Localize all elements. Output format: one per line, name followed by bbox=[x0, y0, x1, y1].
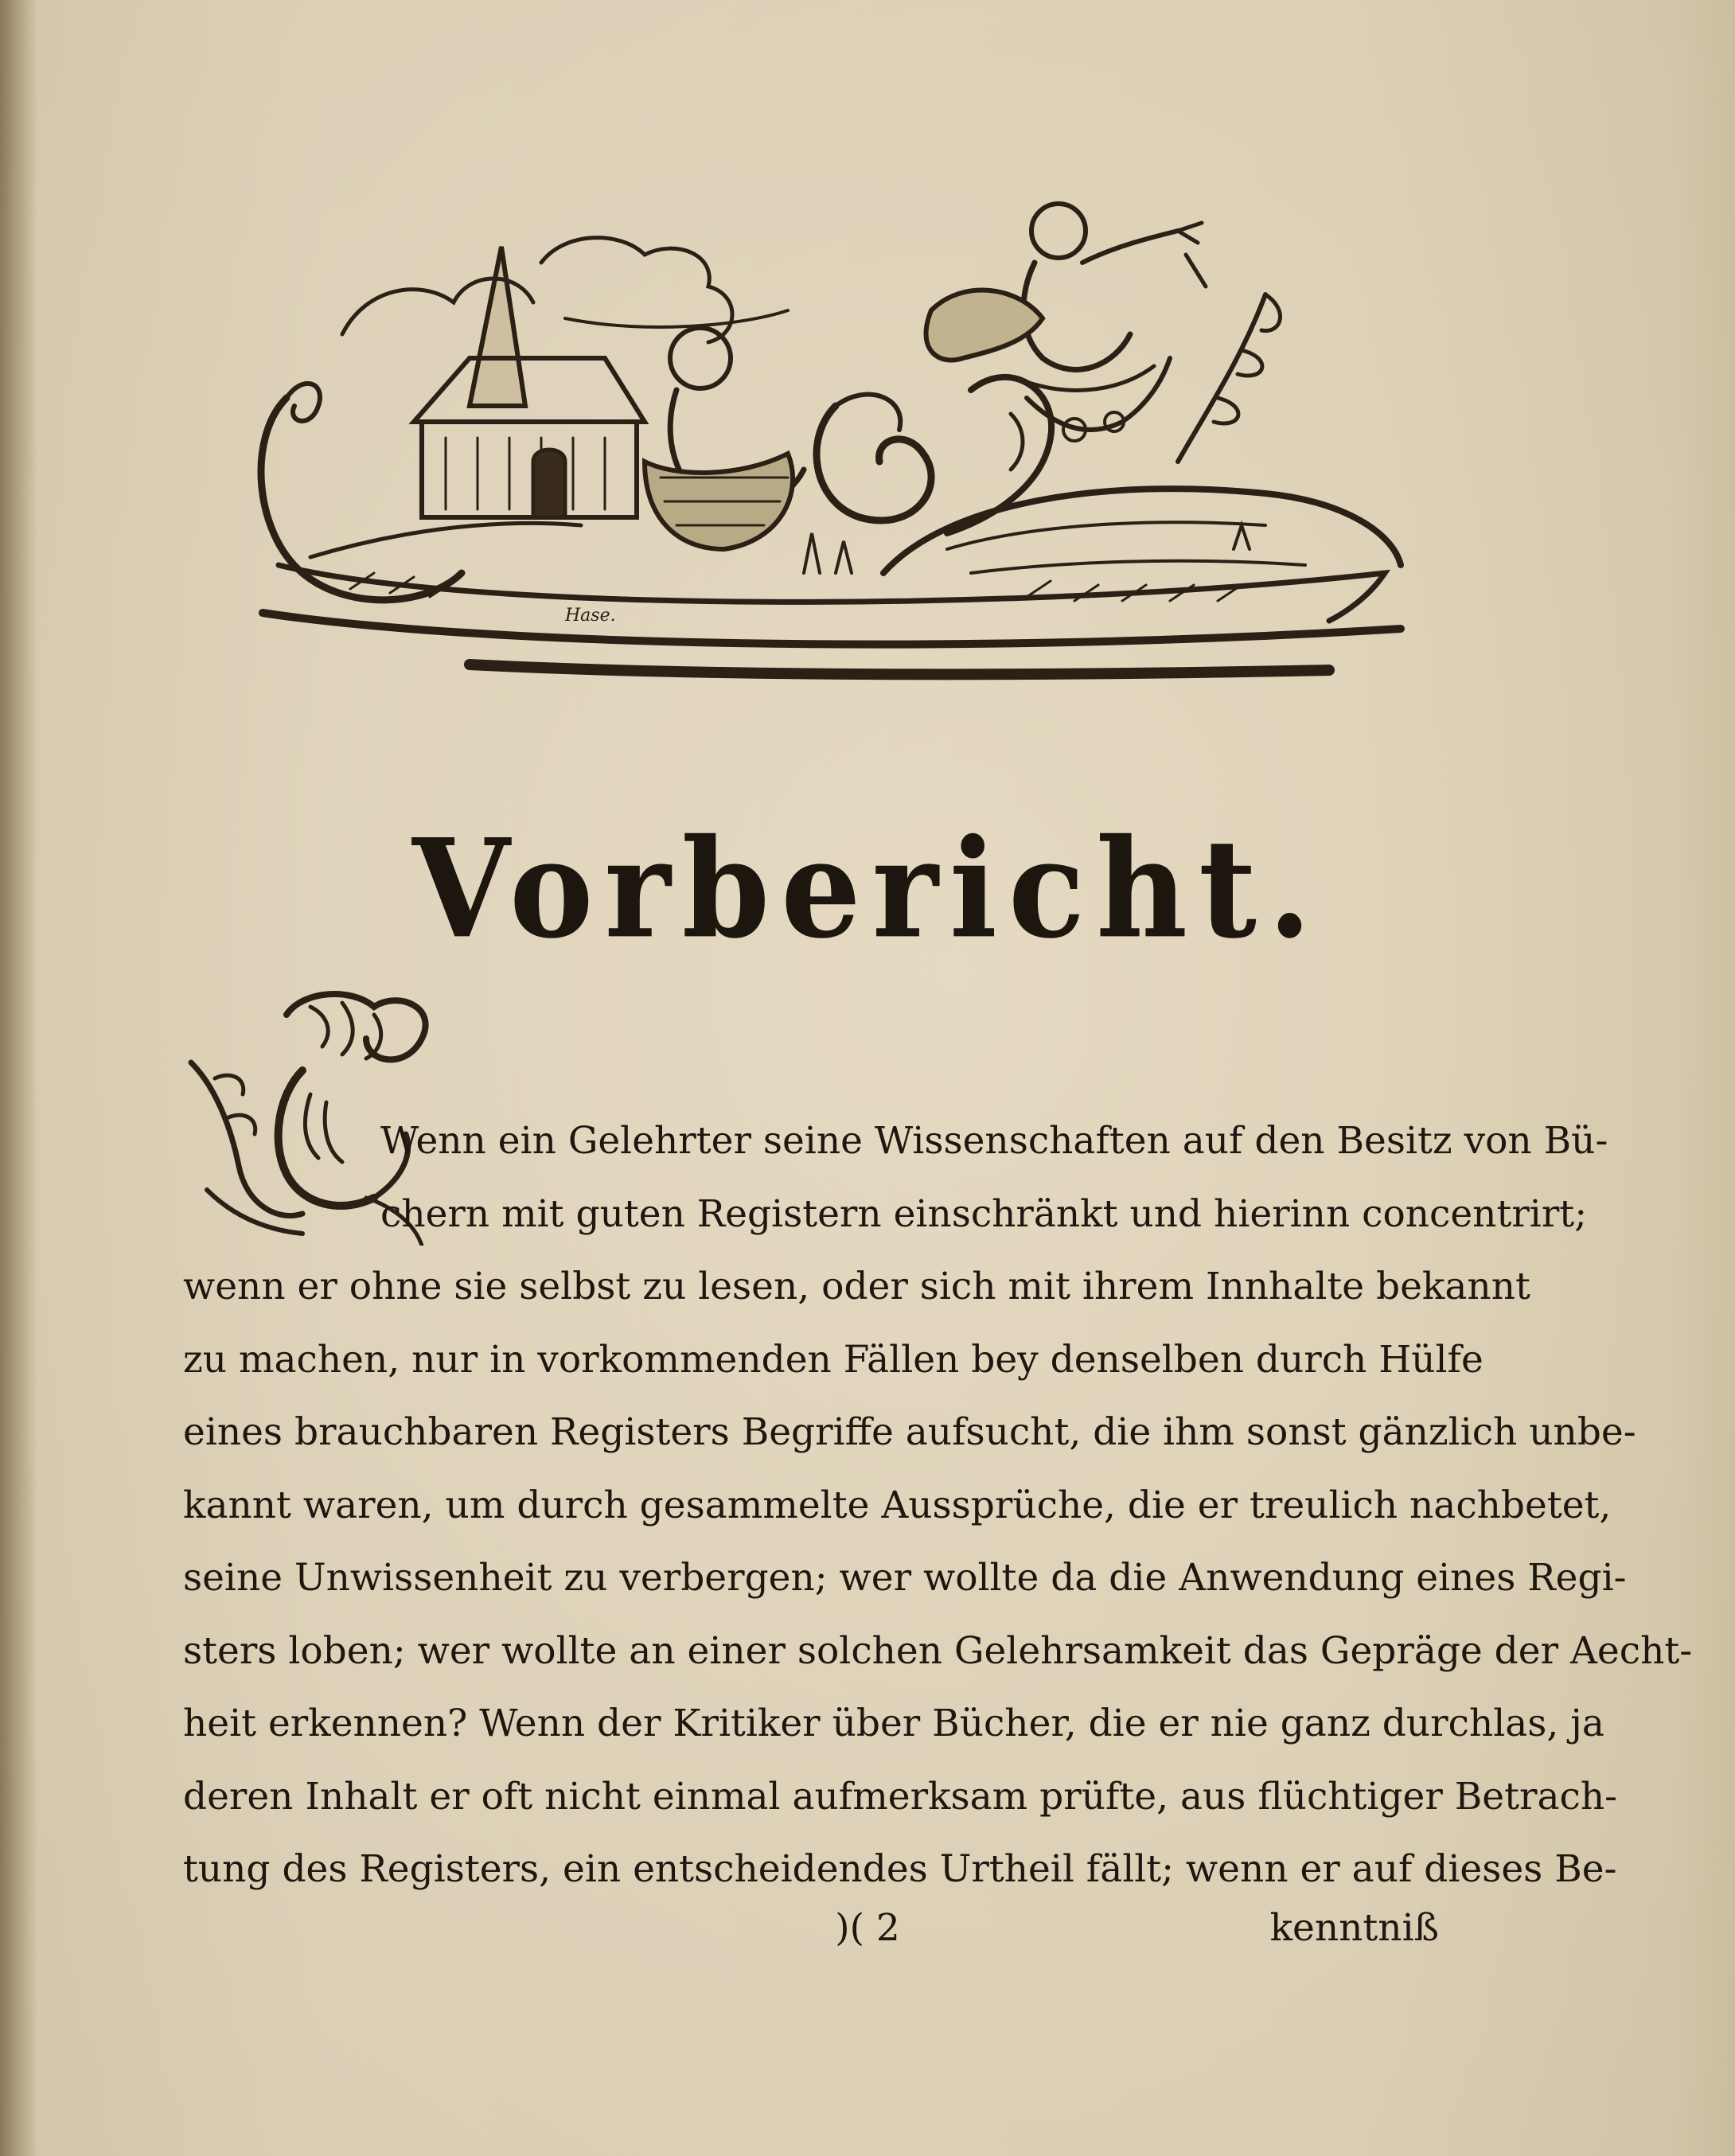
body-text bbox=[183, 1105, 1693, 1906]
text-line: zu machen, nur in vorkommenden Fällen bey denselben durch Hülfe bbox=[183, 1337, 1484, 1382]
catchword: kenntniß bbox=[1269, 1906, 1439, 1950]
gutter-shadow bbox=[0, 0, 37, 2156]
text-line: eines brauchbaren Registers Begriffe aufsucht, die ihm sonst gänzlich unbe- bbox=[183, 1410, 1636, 1454]
text-line: deren Inhalt er oft nicht einmal aufmerksam prüfte, aus flüchtiger Betrach- bbox=[183, 1774, 1617, 1819]
page-footer bbox=[183, 1906, 1448, 1970]
page-title: Vorbericht. bbox=[411, 809, 1324, 969]
signature-mark: )( 2 bbox=[835, 1906, 900, 1950]
text-line: heit erkennen? Wenn der Kritiker über Bücher, die er nie ganz durchlas, ja bbox=[183, 1702, 1604, 1745]
text-line: Wenn ein Gelehrter seine Wissenschaften auf den Besitz von Bü- bbox=[380, 1119, 1608, 1163]
text-line: kannt waren, um durch gesammelte Aussprüche, die er treulich nachbetet, bbox=[183, 1483, 1612, 1527]
woodcut-vignette bbox=[231, 199, 1417, 700]
text-line: seine Unwissenheit zu verbergen; wer wollte da die Anwendung eines Regi- bbox=[183, 1556, 1627, 1600]
text-line: tung des Registers, ein entscheidendes Urtheil fällt; wenn er auf dieses Be- bbox=[183, 1847, 1617, 1891]
text-line: wenn er ohne sie selbst zu lesen, oder sich mit ihrem Innhalte bekannt bbox=[183, 1265, 1530, 1308]
text-line: chern mit guten Registern einschränkt und hierinn concentrirt; bbox=[380, 1191, 1588, 1236]
text-line: sters loben; wer wollte an einer solchen Gelehrsamkeit das Gepräge der Aecht- bbox=[183, 1628, 1693, 1673]
vignette-signature: Hase. bbox=[565, 606, 616, 626]
